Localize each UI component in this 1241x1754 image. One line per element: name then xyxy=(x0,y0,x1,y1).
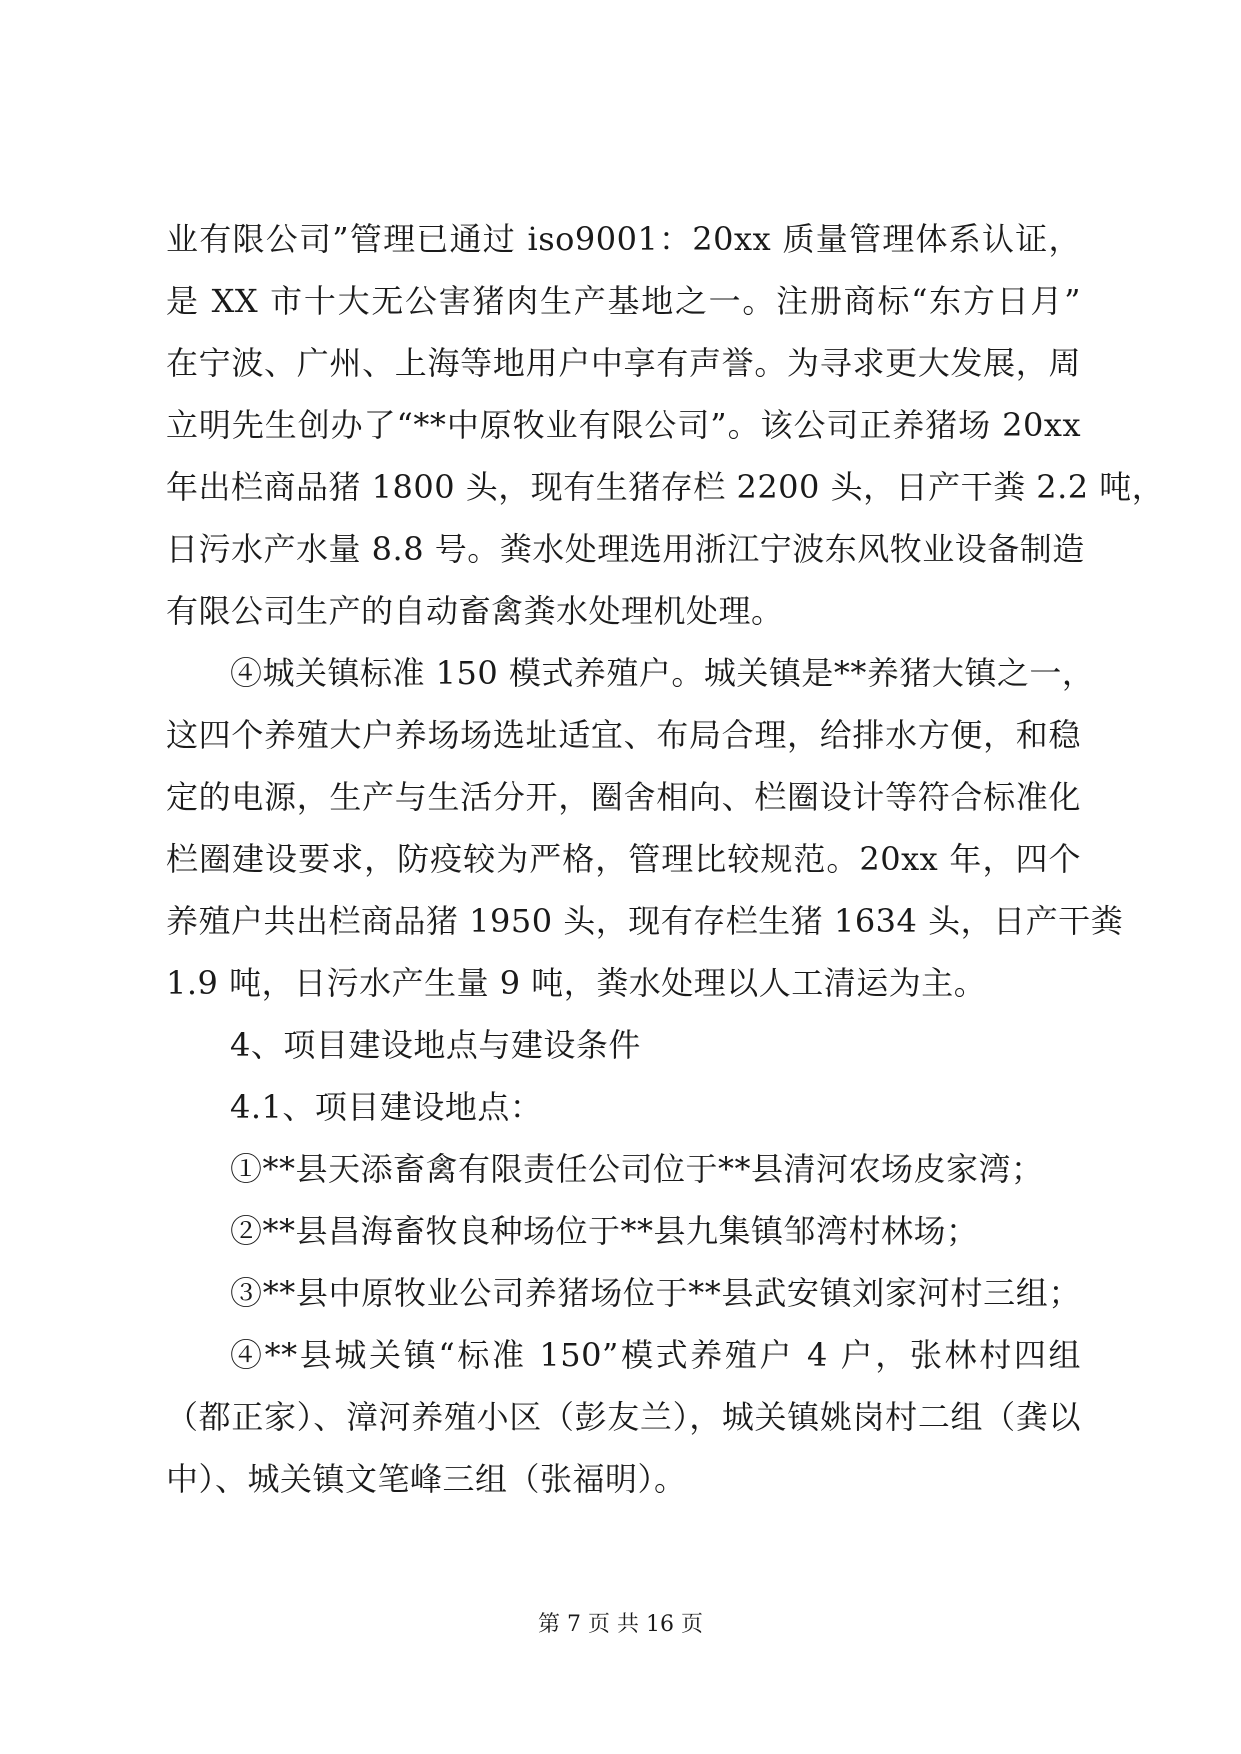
text-line: 这四个养殖大户养场场选址适宜、布局合理，给排水方便，和稳 xyxy=(166,716,1081,754)
text-line: ④城关镇标准 150 模式养殖户。城关镇是**养猪大镇之一， xyxy=(230,654,1095,692)
text-line: 栏圈建设要求，防疫较为严格，管理比较规范。20xx 年，四个 xyxy=(166,840,1081,878)
text-line: 定的电源，生产与生活分开，圈舍相向、栏圈设计等符合标准化 xyxy=(166,778,1081,816)
text-line: 立明先生创办了“**中原牧业有限公司”。该公司正养猪场 20xx xyxy=(166,406,1081,444)
text-line: ③**县中原牧业公司养猪场位于**县武安镇刘家河村三组； xyxy=(230,1274,1081,1312)
text-line: 业有限公司”管理已通过 iso9001：20xx 质量管理体系认证， xyxy=(166,220,1081,258)
text-line: 4.1、项目建设地点： xyxy=(230,1088,543,1126)
text-line: 1.9 吨，日污水产生量 9 吨，粪水处理以人工清运为主。 xyxy=(166,964,987,1002)
text-line: 养殖户共出栏商品猪 1950 头，现有存栏生猪 1634 头，日产干粪 xyxy=(166,902,1124,940)
text-line: 日污水产水量 8.8 号。粪水处理选用浙江宁波东风牧业设备制造 xyxy=(166,530,1085,568)
text-line: 是 XX 市十大无公害猪肉生产基地之一。注册商标“东方日月” xyxy=(166,282,1081,320)
text-line: 在宁波、广州、上海等地用户中享有声誉。为寻求更大发展，周 xyxy=(166,344,1081,382)
text-line: ④**县城关镇“标准 150”模式养殖户 4 户，张林村四组 xyxy=(230,1336,1081,1374)
page-footer: 第 7 页 共 16 页 xyxy=(538,1612,703,1637)
text-line: （都正家）、漳河养殖小区（彭友兰），城关镇姚岗村二组（龚以 xyxy=(166,1398,1081,1436)
text-line: ①**县天添畜禽有限责任公司位于**县清河农场皮家湾； xyxy=(230,1150,1044,1188)
text-line: 中）、城关镇文笔峰三组（张福明）。 xyxy=(166,1460,687,1498)
text-line: 年出栏商品猪 1800 头，现有生猪存栏 2200 头，日产干粪 2.2 吨， xyxy=(166,468,1165,506)
text-line: ②**县昌海畜牧良种场位于**县九集镇邹湾村林场； xyxy=(230,1212,979,1250)
text-line: 4、项目建设地点与建设条件 xyxy=(230,1026,641,1064)
document-body xyxy=(166,208,1165,1510)
text-line: 有限公司生产的自动畜禽粪水处理机处理。 xyxy=(166,592,784,630)
